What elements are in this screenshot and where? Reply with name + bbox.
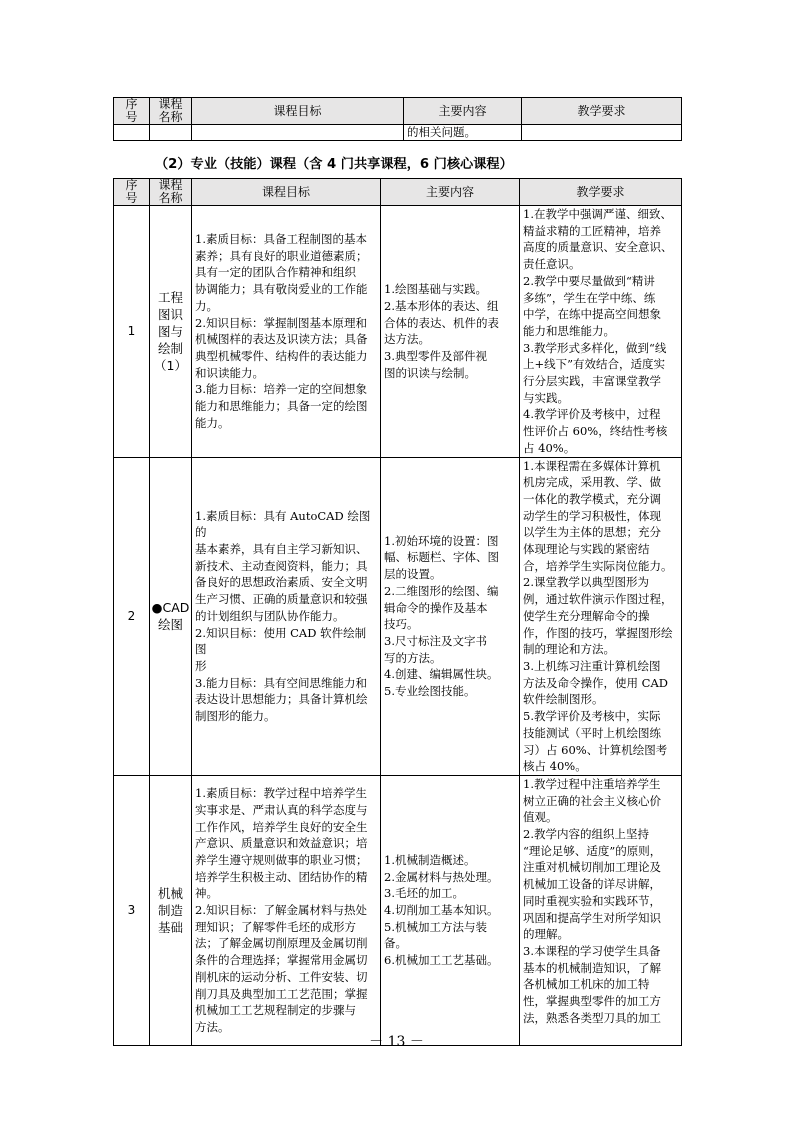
course-no: 1 bbox=[114, 206, 150, 458]
page-number: － 13 － bbox=[369, 1034, 424, 1050]
table-row bbox=[114, 206, 682, 458]
table-row bbox=[114, 775, 682, 1045]
header-content: 主要内容 bbox=[404, 98, 522, 125]
header-goal: 课程目标 bbox=[192, 179, 381, 206]
cell-content: 的相关问题。 bbox=[404, 125, 522, 141]
course-content: 1.绘图基础与实践。 2.基本形体的表达、组 合体的表达、机件的表 达方法。 3.典型零件及部件视 图的识读与绘制。 bbox=[381, 206, 520, 458]
course-no: 3 bbox=[114, 775, 150, 1045]
header-no: 序 号 bbox=[114, 98, 150, 125]
course-goal: 1.素质目标：教学过程中培养学生 实事求是、严肃认真的科学态度与 工作作风，培养学生良好的安全生 产意识、质量意识和效益意识；培 养学生遵守规则做事的职业习惯； 培养学生积极主动、团结协作的精 神。 2.知识目标：了解金属材料与热处 理知识；了解零件毛坯的成形方 法；了解金属切削原理及金属切削 条件的合理选择；掌握常用金属切 削机床的运动分析、工件安装、切 削刀具及典型加工工艺范围；掌握 机械加工工艺规程制定的步骤与 方法。 bbox=[192, 775, 381, 1045]
cell-req bbox=[522, 125, 682, 141]
course-goal: 1.素质目标：具有 AutoCAD 绘图的 基本素养，具有自主学习新知识、 新技术、主动查阅资料，能力；具 备良好的思想政治素质、安全文明 生产习惯、正确的质量意识和较强 的计划组织与团队协作能力。 2.知识目标：使用 CAD 软件绘制图 形 3.能力目标：具有空间思维能力和 表达设计思想能力；具备计算机绘 制图形的能力。 bbox=[192, 457, 381, 775]
header-req: 教学要求 bbox=[520, 179, 682, 206]
header-name: 课程 名称 bbox=[150, 98, 192, 125]
course-content: 1.初始环境的设置：图 幅、标题栏、字体、图 层的设置。 2.二维图形的绘图、编 辑命令的操作及基本 技巧。 3.尺寸标注及文字书 写的方法。 4.创建、编辑属性块。 5.专业绘图技能。 bbox=[381, 457, 520, 775]
table-row bbox=[114, 457, 682, 775]
continued-table bbox=[113, 97, 682, 141]
header-req: 教学要求 bbox=[522, 98, 682, 125]
course-name: ●CAD 绘图 bbox=[150, 457, 192, 775]
cell-name bbox=[150, 125, 192, 141]
cell-no bbox=[114, 125, 150, 141]
course-requirements: 1.教学过程中注重培养学生 树立正确的社会主义核心价 值观。 2.教学内容的组织上坚持 “理论足够、适度”的原则， 注重对机械切削加工理论及 机械加工设备的详尽讲解， 同时重视实验和实践环节， 巩固和提高学生对所学知识 的理解。 3.本课程的学习使学生具备 基本的机械制造知识，了解 各机械加工机床的加工特 性，掌握典型零件的加工方 法，熟悉各类型刀具的加工 bbox=[520, 775, 682, 1045]
section-title: （2）专业（技能）课程（含 4 门共享课程，6 门核心课程） bbox=[155, 157, 513, 172]
course-requirements: 1.本课程需在多媒体计算机 机房完成，采用教、学、做 一体化的教学模式，充分调 动学生的学习积极性，体现 以学生为主体的思想；充分 体现理论与实践的紧密结 合，培养学生实际岗位能力。 2.课堂教学以典型图形为 例，通过软件演示作图过程， 使学生充分理解命令的操 作，作图的技巧，掌握图形绘 制的理论和方法。 3.上机练习注重计算机绘图 方法及命令操作，使用 CAD 软件绘制图形。 5.教学评价及考核中，实际 技能测试（平时上机绘图练 习）占 60%、计算机绘图考 核占 40%。 bbox=[520, 457, 682, 775]
table-header-row bbox=[114, 98, 682, 125]
cell-goal bbox=[192, 125, 404, 141]
course-no: 2 bbox=[114, 457, 150, 775]
courses-table bbox=[113, 178, 682, 1046]
header-name: 课程 名称 bbox=[150, 179, 192, 206]
course-name: 工程 图识 图与 绘制 （1） bbox=[150, 206, 192, 458]
table-header-row bbox=[114, 179, 682, 206]
header-content: 主要内容 bbox=[381, 179, 520, 206]
table-row bbox=[114, 125, 682, 141]
course-requirements: 1.在教学中强调严谨、细致、 精益求精的工匠精神，培养 高度的质量意识、安全意识、 责任意识。 2.教学中要尽量做到“精讲 多练”，学生在学中练、练 中学，在练中提高空间想象 能力和思维能力。 3.教学形式多样化，做到“线 上+线下”有效结合，适度实 行分层实践，丰富课堂教学 与实践。 4.教学评价及考核中，过程 性评价占 60%，终结性考核 占 40%。 bbox=[520, 206, 682, 458]
header-goal: 课程目标 bbox=[192, 98, 404, 125]
course-name: 机械 制造 基础 bbox=[150, 775, 192, 1045]
course-content: 1.机械制造概述。 2.金属材料与热处理。 3.毛坯的加工。 4.切削加工基本知识。 5.机械加工方法与装 备。 6.机械加工工艺基础。 bbox=[381, 775, 520, 1045]
course-goal: 1.素质目标：具备工程制图的基本 素养；具有良好的职业道德素质； 具有一定的团队合作精神和组织 协调能力；具有敬岗爱业的工作能 力。 2.知识目标：掌握制图基本原理和 机械图样的表达及识读方法；具备 典型机械零件、结构件的表达能力 和识读能力。 3.能力目标：培养一定的空间想象 能力和思维能力；具备一定的绘图 能力。 bbox=[192, 206, 381, 458]
header-no: 序 号 bbox=[114, 179, 150, 206]
